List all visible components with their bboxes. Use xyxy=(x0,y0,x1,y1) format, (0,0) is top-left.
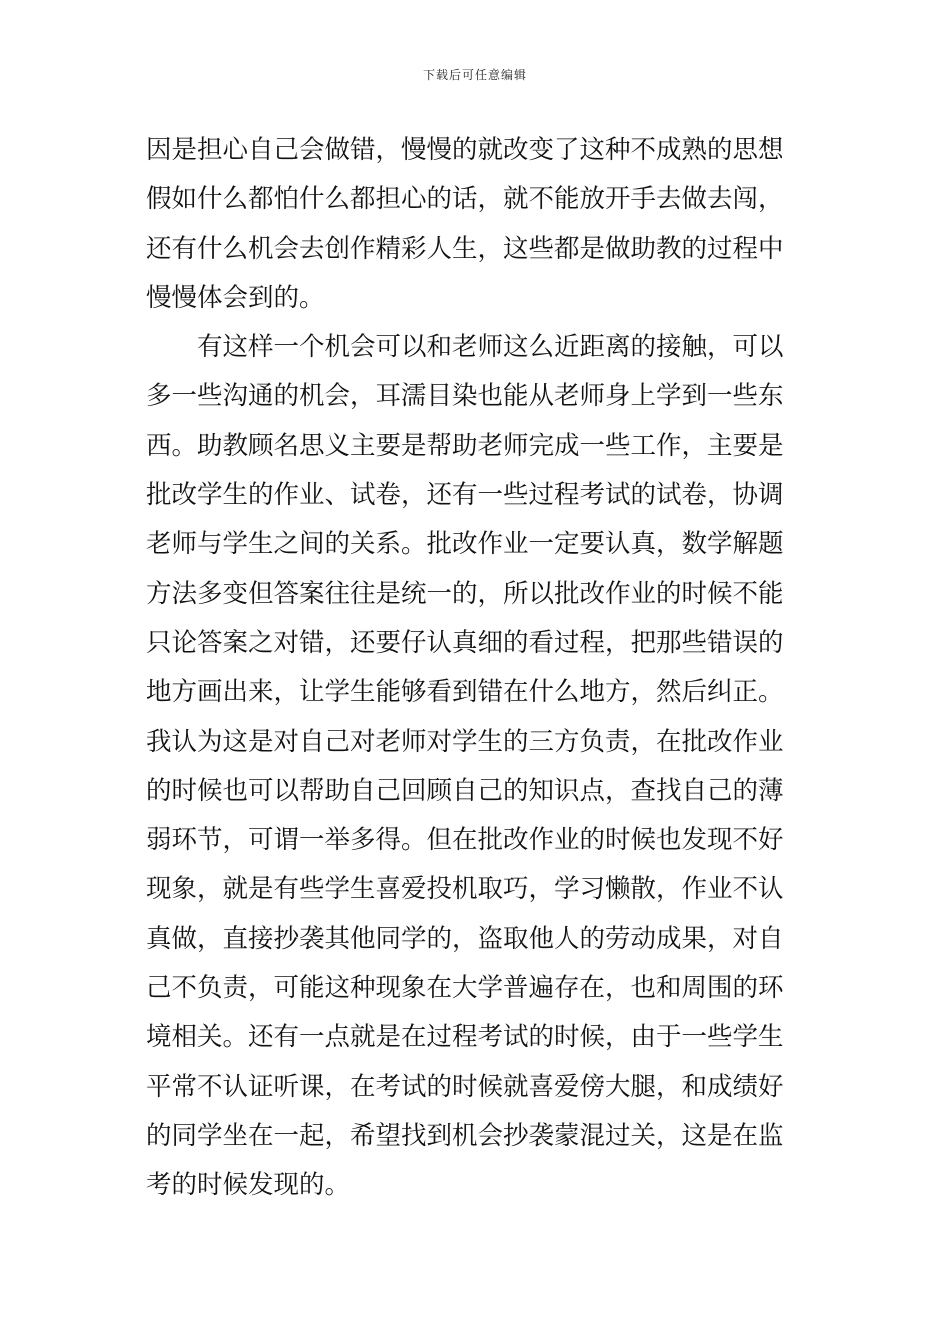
text-line: 慢慢体会到的。 xyxy=(146,282,325,313)
text-line: 的时候也可以帮助自己回顾自己的知识点，查找自己的薄 xyxy=(146,775,784,806)
paragraph-2 xyxy=(146,323,806,1210)
text-line: 平常不认证听课，在考试的时候就喜爱傍大腿，和成绩好 xyxy=(146,1071,784,1102)
text-line: 有这样一个机会可以和老师这么近距离的接触，可以 xyxy=(197,332,784,363)
text-line: 真做，直接抄袭其他同学的，盗取他人的劳动成果，对自 xyxy=(146,923,784,954)
document-body xyxy=(146,126,806,1211)
text-line: 的同学坐在一起，希望找到机会抄袭蒙混过关，这是在监 xyxy=(146,1120,784,1151)
text-line: 我认为这是对自己对老师对学生的三方负责，在批改作业 xyxy=(146,726,784,757)
text-line: 己不负责，可能这种现象在大学普遍存在，也和周围的环 xyxy=(146,973,784,1004)
text-line: 因是担心自己会做错，慢慢的就改变了这种不成熟的思想 xyxy=(146,135,784,165)
text-line: 只论答案之对错，还要仔认真细的看过程，把那些错误的 xyxy=(146,627,784,658)
text-line: 境相关。还有一点就是在过程考试的时候，由于一些学生 xyxy=(146,1022,784,1053)
page-header: 下载后可任意编辑 xyxy=(422,68,527,82)
text-line: 还有什么机会去创作精彩人生，这些都是做助教的过程中 xyxy=(146,233,784,264)
text-line: 考的时候发现的。 xyxy=(146,1170,351,1201)
text-line: 假如什么都怕什么都担心的话，就不能放开手去做去闯， xyxy=(146,184,784,215)
paragraph-1 xyxy=(146,126,806,323)
text-line: 多一些沟通的机会，耳濡目染也能从老师身上学到一些东 xyxy=(146,381,784,412)
text-line: 老师与学生之间的关系。批改作业一定要认真，数学解题 xyxy=(146,529,784,560)
text-line: 弱环节，可谓一举多得。但在批改作业的时候也发现不好 xyxy=(146,825,784,856)
text-line: 现象，就是有些学生喜爱投机取巧，学习懒散，作业不认 xyxy=(146,874,784,905)
text-line: 西。助教顾名思义主要是帮助老师完成一些工作，主要是 xyxy=(146,430,784,461)
text-line: 地方画出来，让学生能够看到错在什么地方，然后纠正。 xyxy=(146,677,784,708)
text-line: 方法多变但答案往往是统一的，所以批改作业的时候不能 xyxy=(146,578,784,609)
text-line: 批改学生的作业、试卷，还有一些过程考试的试卷，协调 xyxy=(146,480,784,511)
